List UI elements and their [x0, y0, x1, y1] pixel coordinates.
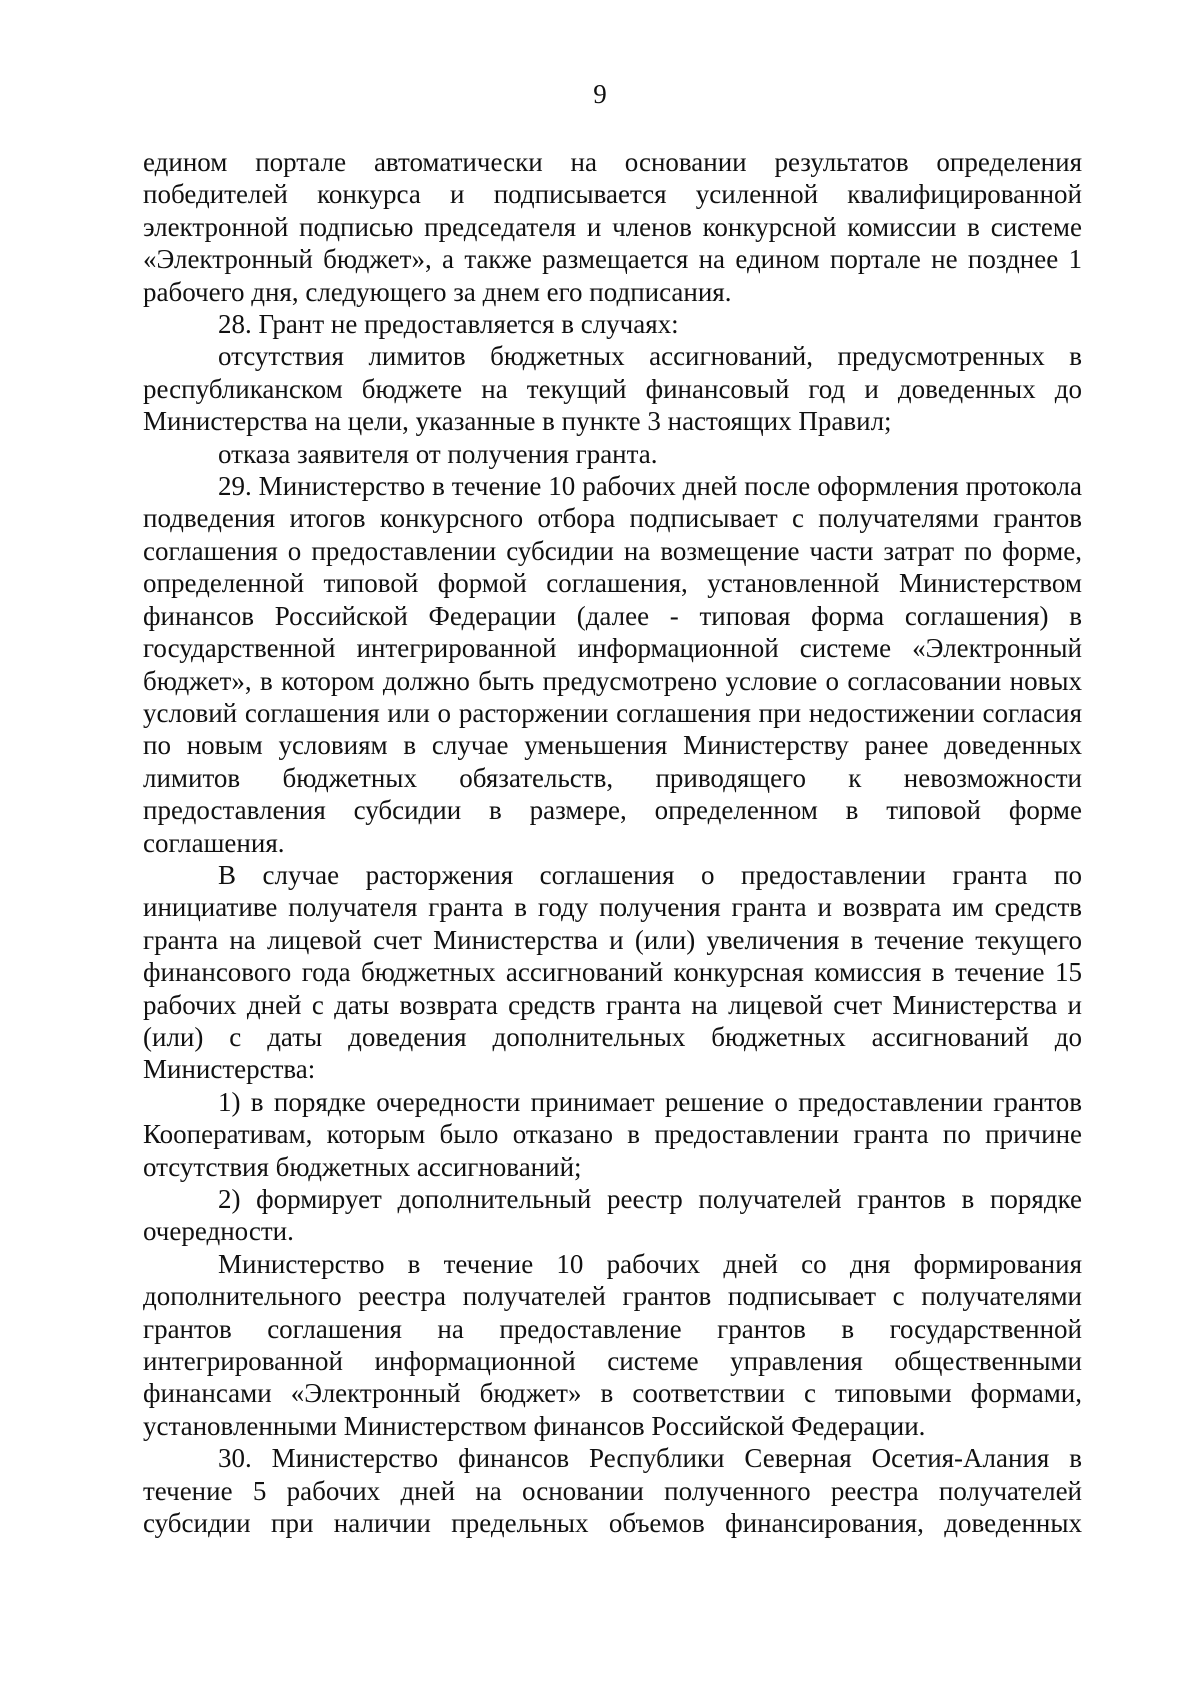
paragraph-28-item-no-limits: отсутствия лимитов бюджетных ассигнований, предусмотренных в республиканском бюджете на текущий финансовый год и доведенных до Министерства на цели, указанные в пункте 3 настоящих Правил;: [143, 341, 1082, 437]
document-body: [143, 146, 1082, 1539]
paragraph-28-item-refusal: отказа заявителя от получения гранта.: [218, 438, 658, 469]
paragraph-29-subitem-2: 2) формирует дополнительный реестр получателей грантов в порядке очередности.: [143, 1184, 1082, 1247]
paragraph-29-subitem-1: 1) в порядке очередности принимает решение о предоставлении грантов Кооперативам, которым было отказано в предоставлении гранта по причине отсутствия бюджетных ассигнований;: [143, 1086, 1082, 1182]
paragraph-27-continuation: едином портале автоматически на основании результатов определения победителей конкурса и подписывается усиленной квалифицированной электронной подписью председателя и членов конкурсной комиссии в системе «Электронный бюджет», а также размещается на едином портале не позднее 1 рабочего дня, следующего за днем его подписания.: [143, 147, 1082, 307]
paragraph-29: 29. Министерство в течение 10 рабочих дней после оформления протокола подведения итогов конкурсного отбора подписывает с получателями грантов соглашения о предоставлении субсидии на возмещение части затрат по форме, определенной типовой формой соглашения, установленной Министерством финансов Российской Федерации (далее - типовая форма соглашения) в государственной интегрированной информационной системе «Электронный бюджет», в котором должно быть предусмотрено условие о согласовании новых условий соглашения или о расторжении соглашения при недостижении согласия по новым условиям в случае уменьшения Министерству ранее доведенных лимитов бюджетных обязательств, приводящего к невозможности предоставления субсидии в размере, определенном в типовой форме соглашения.: [143, 471, 1082, 858]
paragraph-29-termination: В случае расторжения соглашения о предоставлении гранта по инициативе получателя гранта в году получения гранта и возврата им средств гранта на лицевой счет Министерства и (или) увеличения в течение текущего финансового года бюджетных ассигнований конкурсная комиссия в течение 15 рабочих дней с даты возврата средств гранта на лицевой счет Министерства и (или) с даты доведения дополнительных бюджетных ассигнований до Министерства:: [143, 859, 1082, 1085]
page-number: 9: [593, 79, 607, 109]
paragraph-28-heading: 28. Грант не предоставляется в случаях:: [218, 309, 679, 340]
paragraph-30: 30. Министерство финансов Республики Северная Осетия-Алания в течение 5 рабочих дней на основании полученного реестра получателей субсидии при наличии предельных объемов финансирования, доведенных: [143, 1443, 1082, 1539]
paragraph-29-additional-registry: Министерство в течение 10 рабочих дней со дня формирования дополнительного реестра получателей грантов подписывает с получателями грантов соглашения на предоставление грантов в государственной интегрированной информационной системе управления общественными финансами «Электронный бюджет» в соответствии с типовыми формами, установленными Министерством финансов Российской Федерации.: [143, 1248, 1082, 1441]
